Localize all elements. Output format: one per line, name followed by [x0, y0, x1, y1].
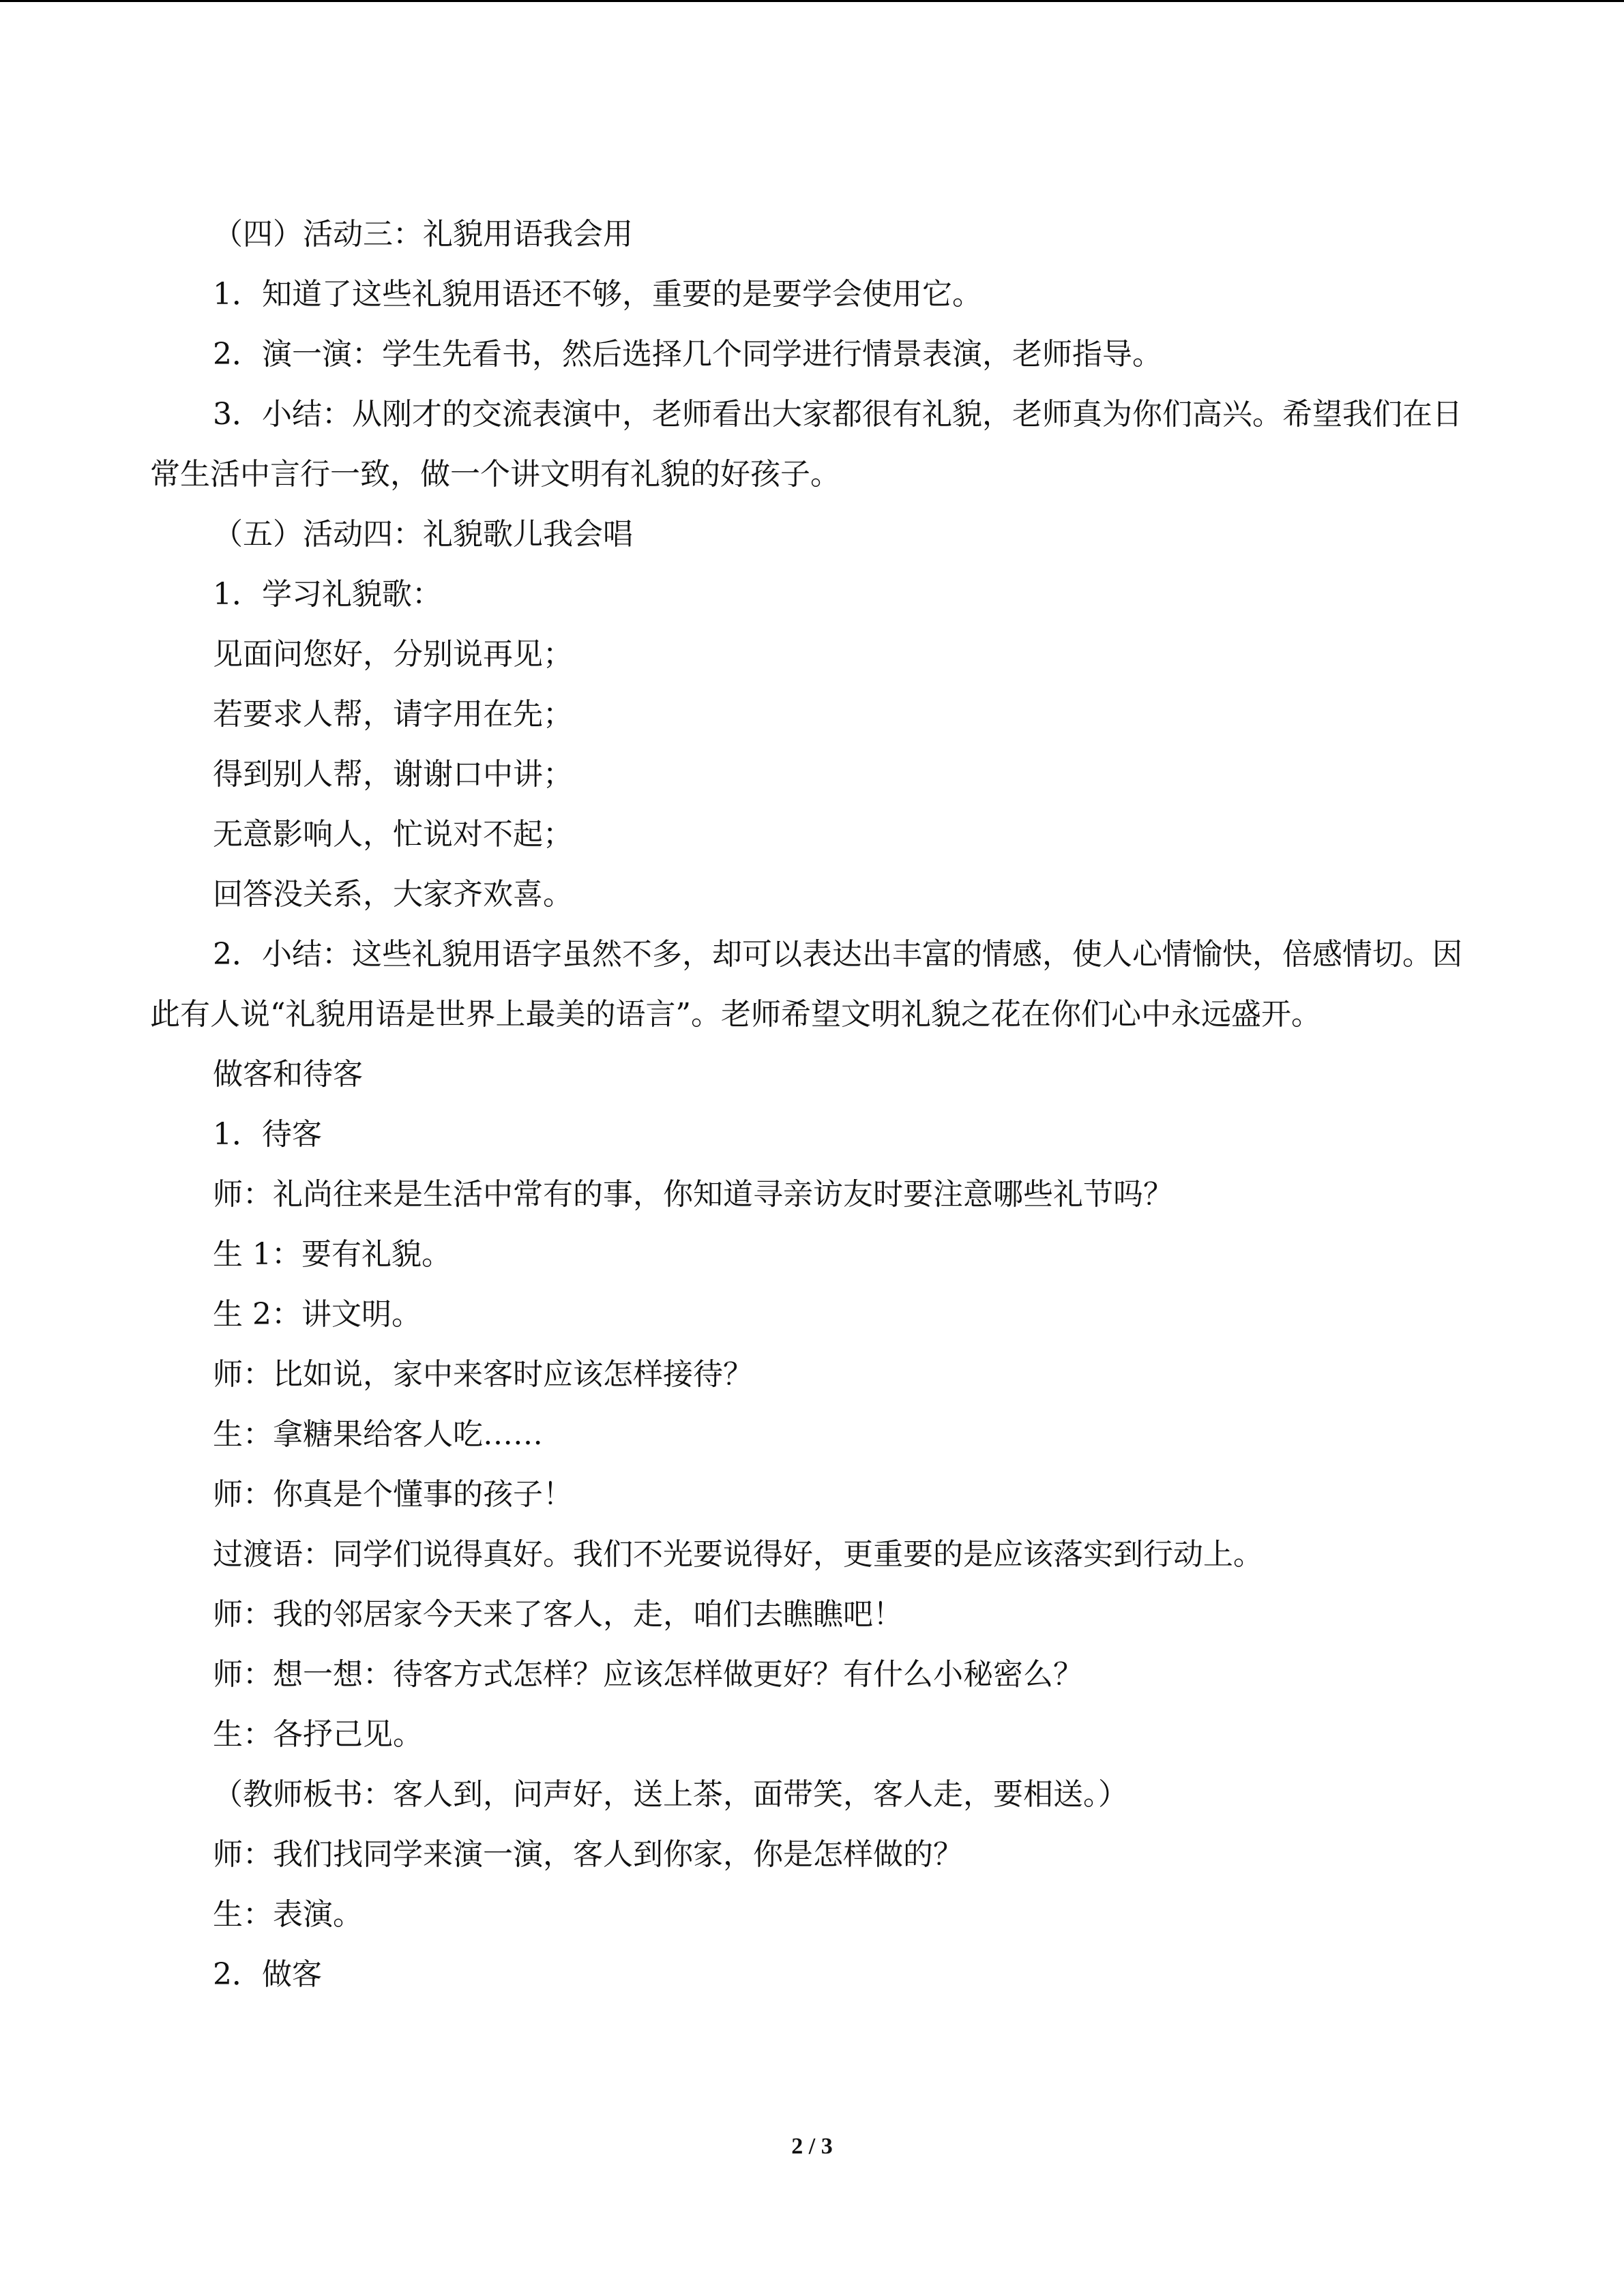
dialogue-line: 师：比如说，家中来客时应该怎样接待？: [213, 1357, 753, 1392]
section-heading-activity-three: （四）活动三：礼貌用语我会用: [213, 217, 633, 252]
dialogue-line: 生：拿糖果给客人吃……: [213, 1417, 543, 1452]
dialogue-line: 过渡语：同学们说得真好。我们不光要说得好，更重要的是应该落实到行动上。: [213, 1537, 1263, 1572]
dialogue-line: 师：礼尚往来是生活中常有的事，你知道寻亲访友时要注意哪些礼节吗？: [213, 1177, 1173, 1212]
dialogue-line: 师：想一想：待客方式怎样？应该怎样做更好？有什么小秘密么？: [213, 1657, 1083, 1692]
dialogue-line: 生：各抒己见。: [213, 1717, 423, 1752]
paragraph: 2．做客: [213, 1957, 322, 1992]
paragraph: 3．小结：从刚才的交流表演中，老师看出大家都很有礼貌，老师真为你们高兴。希望我们在日常生活中言行一致，做一个讲文明有礼貌的好孩子。: [150, 397, 1462, 492]
dialogue-line: 生：表演。: [213, 1897, 363, 1932]
paragraph: 2．小结：这些礼貌用语字虽然不多，却可以表达出丰富的情感，使人心情愉快，倍感情切。因此有人说“礼貌用语是世界上最美的语言”。老师希望文明礼貌之花在你们心中永远盛开。: [150, 937, 1462, 1032]
song-line: 见面问您好，分别说再见；: [213, 637, 573, 672]
song-line: 若要求人帮，请字用在先；: [213, 697, 573, 732]
dialogue-line: 生 2：讲文明。: [213, 1297, 422, 1332]
paragraph: 1．知道了这些礼貌用语还不够，重要的是要学会使用它。: [213, 277, 982, 312]
section-heading-activity-four: （五）活动四：礼貌歌儿我会唱: [213, 517, 633, 552]
paragraph: 2．演一演：学生先看书，然后选择几个同学进行情景表演，老师指导。: [213, 337, 1162, 372]
document-body: [150, 205, 1477, 2005]
page-number: 2 / 3: [791, 2134, 833, 2159]
song-line: 无意影响人，忙说对不起；: [213, 817, 573, 852]
song-line: 回答没关系，大家齐欢喜。: [213, 877, 573, 912]
dialogue-line: 师：我们找同学来演一演，客人到你家，你是怎样做的？: [213, 1837, 963, 1872]
paragraph: 1．学习礼貌歌：: [213, 577, 442, 612]
section-heading-guest-host: 做客和待客: [213, 1057, 363, 1092]
dialogue-line: 师：我的邻居家今天来了客人，走，咱们去瞧瞧吧！: [213, 1597, 903, 1632]
dialogue-line: 师：你真是个懂事的孩子！: [213, 1477, 573, 1512]
top-border-rule: [0, 0, 1624, 2]
paragraph: 1．待客: [213, 1117, 322, 1152]
blackboard-note: （教师板书：客人到，问声好，送上茶，面带笑，客人走，要相送。）: [213, 1777, 1128, 1812]
dialogue-line: 生 1：要有礼貌。: [213, 1237, 452, 1272]
song-line: 得到别人帮，谢谢口中讲；: [213, 757, 573, 792]
